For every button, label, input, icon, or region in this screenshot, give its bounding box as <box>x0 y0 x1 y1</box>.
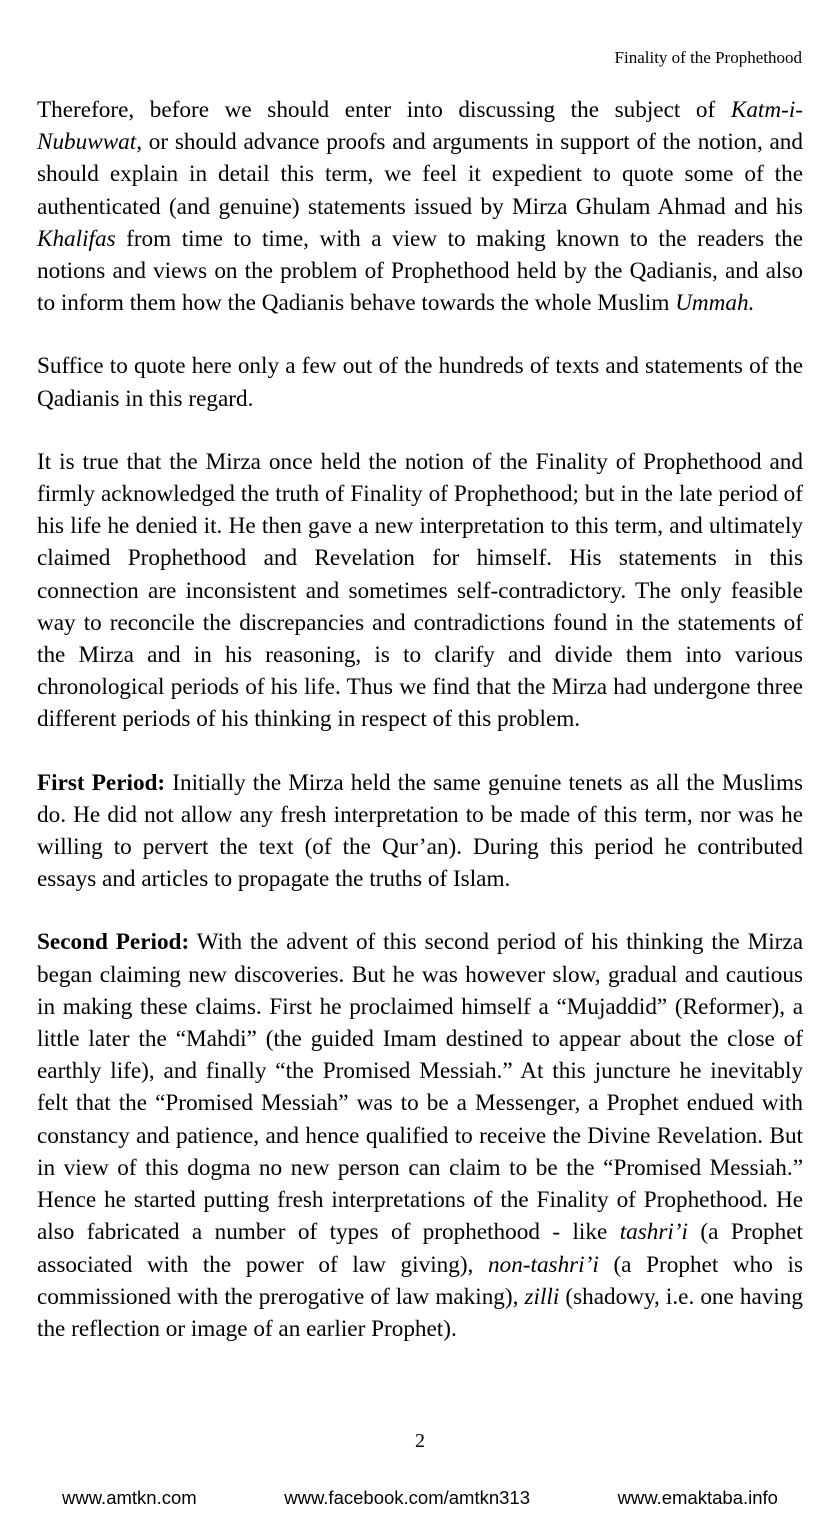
paragraph-4 <box>37 767 803 896</box>
term-katm-i-nubuwwat: Katm-i-Nubuwwat, <box>37 97 803 156</box>
paragraph-4-text-1: Initially the Mirza held the same genuine tenets as all the Muslims do. He did not allow any fresh interpretation to be made of this term, nor was he willing to pervert the text (of the Qur’an). During this period he contributed essays and articles to propagate the truths of Islam. <box>37 769 804 893</box>
term-tashrii: tashri’i <box>619 1219 688 1246</box>
term-khalifas: Khalifas <box>37 225 116 252</box>
paragraph-5-text-3: (a Prophet who is commissioned with the prerogative of law making), <box>37 1251 803 1310</box>
paragraph-3-text-1: It is true that the Mirza once held the notion of the Finality of Prophethood and firmly acknowledged the truth of Finality of Prophethood; but in the late period of his life he denied it. He then gave a new interpretation to this term, and ultimately claimed Prophethood and Revelation for himself. His statements in this connection are inconsistent and sometimes self-contradictory. The only feasible way to reconcile the discrepancies and contradictions found in the statements of the Mirza and in his reasoning, is to clarify and divide them into various chronological periods of his life. Thus we find that the Mirza had undergone three different periods of his thinking in respect of this problem. <box>37 448 803 733</box>
paragraph-1-text-3: from time to time, with a view to making known to the readers the notions and views on the problem of Prophethood held by the Qadianis, and also to inform them how the Qadianis behave towards the whole Muslim <box>37 225 803 317</box>
paragraph-2-text-1: Suffice to quote here only a few out of the hundreds of texts and statements of the Qadianis in this regard. <box>37 353 803 412</box>
paragraph-3 <box>37 446 803 736</box>
paragraph-5-text-2: (a Prophet associated with the power of law giving), <box>37 1219 803 1278</box>
page-number: 2 <box>415 1430 425 1452</box>
term-zilli: zilli <box>524 1283 560 1310</box>
paragraph-5-text-4: (shadowy, i.e. one having the reflection or image of an earlier Prophet). <box>37 1283 803 1342</box>
paragraph-1-text-1: Therefore, before we should enter into discussing the subject of <box>37 97 731 123</box>
page-body <box>37 94 803 1345</box>
paragraph-2 <box>37 350 803 414</box>
paragraph-5-text-1: With the advent of this second period of his thinking the Mirza began claiming new discoveries. But he was however slow, gradual and cautious in making these claims. First he proclaimed himself a “Mujaddid” (Reformer), a little later the “Mahdi” (the guided Imam destined to appear about the close of earthly life), and finally “the Promised Messiah.” At this juncture he inevitably felt that the “Promised Messiah” was to be a Messenger, a Prophet endued with constancy and patience, and hence qualified to receive the Divine Revelation. But in view of this dogma no new person can claim to be the “Promised Messiah.” Hence he started putting fresh interpretations of the Finality of Prophethood. He also fabricated a number of types of prophethood - like <box>37 929 803 1246</box>
footer-link-facebook[interactable]: www.facebook.com/amtkn313 <box>284 1487 530 1508</box>
running-header: Finality of the Prophethood <box>614 48 802 67</box>
second-period-heading: Second Period: <box>37 929 190 956</box>
footer-link-amtkn[interactable]: www.amtkn.com <box>62 1487 197 1508</box>
term-ummah: Ummah. <box>675 290 755 317</box>
paragraph-5 <box>37 926 803 1345</box>
first-period-heading: First Period: <box>37 769 166 796</box>
term-non-tashrii: non-tashri’i <box>488 1251 599 1278</box>
footer <box>62 1487 778 1509</box>
paragraph-1 <box>37 94 803 319</box>
footer-link-emaktaba[interactable]: www.emaktaba.info <box>617 1487 778 1508</box>
paragraph-1-text-2: or should advance proofs and arguments in support of the notion, and should explain in detail this term, we feel it expedient to quote some of the authenticated (and genuine) statements issued by Mirza Ghulam Ahmad and his <box>37 129 803 220</box>
